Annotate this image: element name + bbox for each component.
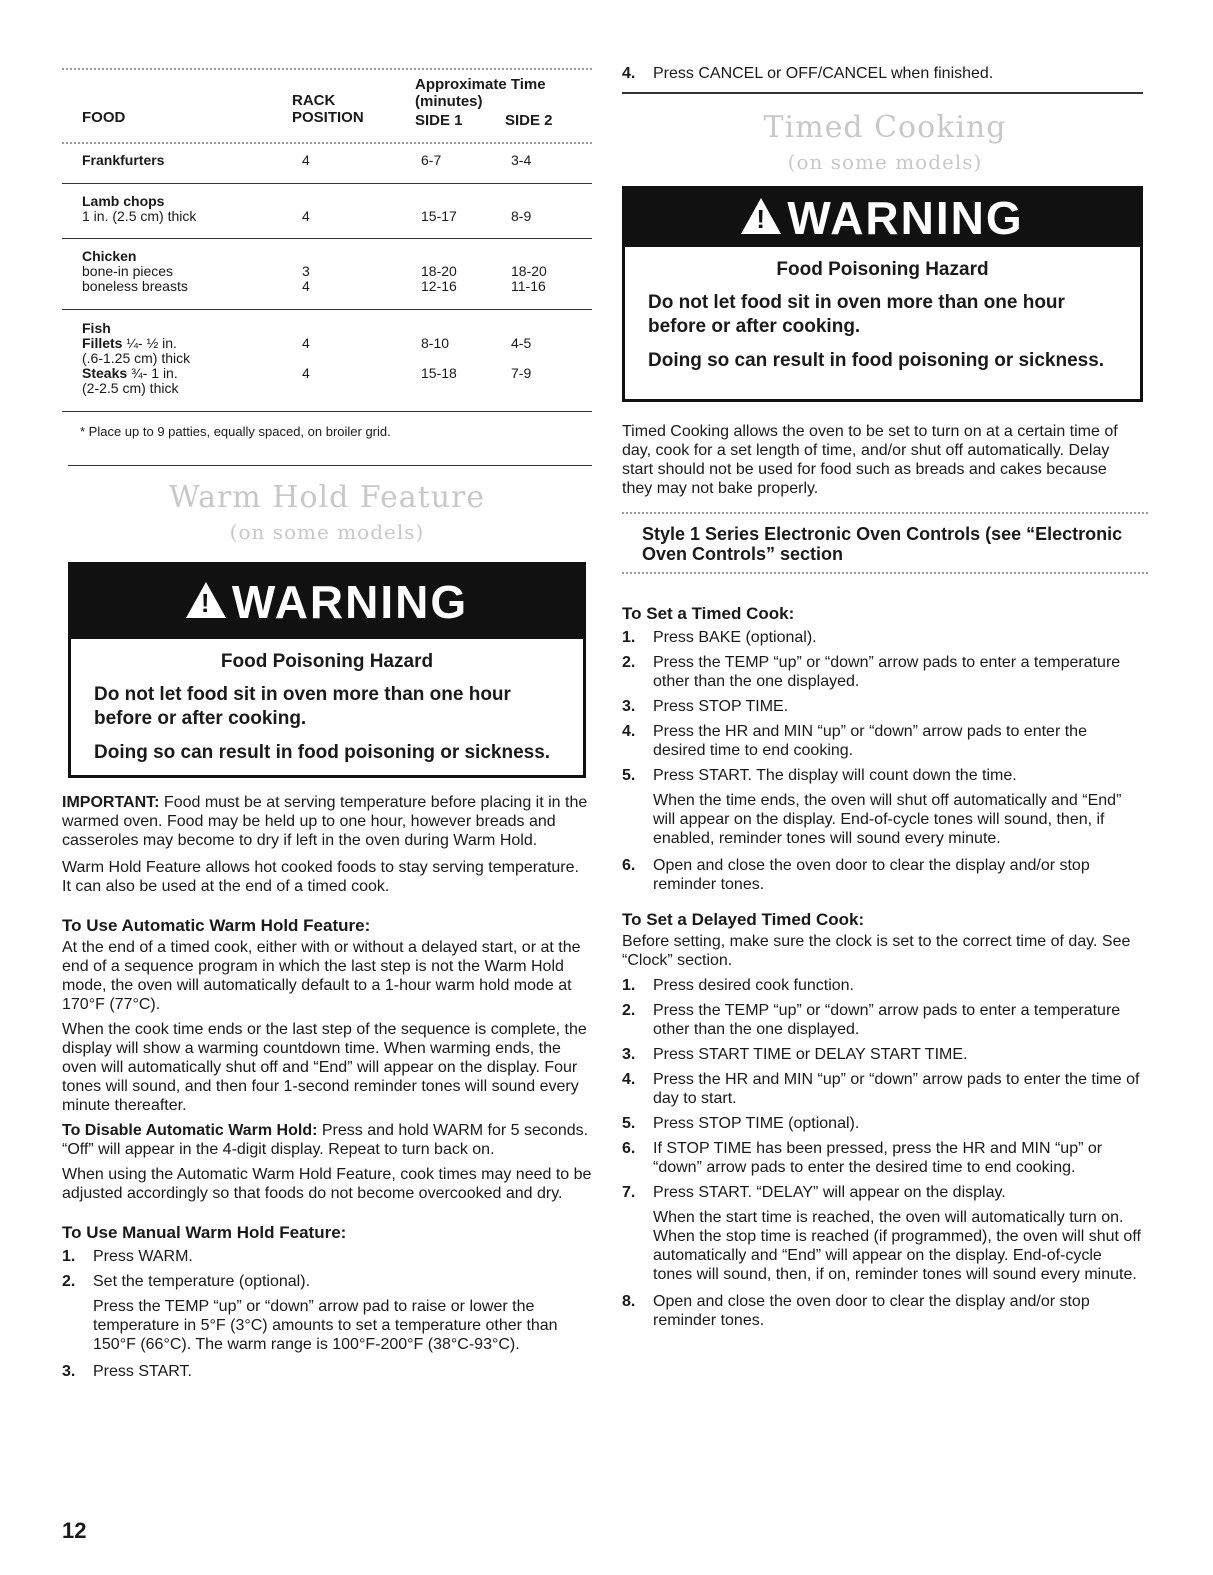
step-text: Press START. bbox=[93, 1363, 192, 1380]
step-number: 5. bbox=[622, 767, 636, 784]
header-side-1: SIDE 1 bbox=[415, 112, 463, 129]
list-item bbox=[622, 64, 1148, 83]
warm-hold-intro: Warm Hold Feature allows hot cooked foods to stay serving temperature. It can also be used at the end of a timed cook. bbox=[62, 859, 579, 895]
steaks-label: Steaks bbox=[82, 365, 128, 381]
header-rack-position: RACK POSITION bbox=[292, 92, 364, 126]
row-side-1: 18-20 12-16 bbox=[421, 263, 457, 294]
warning-hazard: Food Poisoning Hazard bbox=[776, 259, 989, 280]
list-item bbox=[622, 1139, 1142, 1177]
step-number: 1. bbox=[622, 977, 636, 994]
step-text: Press START. “DELAY” will appear on the display. bbox=[653, 1184, 1006, 1201]
warning-triangle-icon bbox=[186, 582, 226, 618]
important-paragraph bbox=[62, 793, 592, 850]
step-text: Press BAKE (optional). bbox=[653, 629, 817, 646]
warm-hold-subtitle: (on some models) bbox=[229, 520, 425, 544]
step-text: Press CANCEL or OFF/CANCEL when finished. bbox=[653, 65, 994, 82]
auto-warm-paragraph-3: When using the Automatic Warm Hold Feature, cook times may need to be adjusted accordingly so that foods do not become overcooked and dry. bbox=[62, 1166, 592, 1202]
list-item bbox=[622, 1001, 1142, 1039]
step-text: If STOP TIME has been pressed, press the HR and MIN “up” or “down” arrow pads to enter the desired time to end cooking. bbox=[653, 1140, 1103, 1176]
row-rack: 4 bbox=[302, 208, 310, 224]
step-text: Press the TEMP “up” or “down” arrow pads to enter a temperature other than the one displayed. bbox=[653, 654, 1121, 690]
table-footnote: * Place up to 9 patties, equally spaced, on broiler grid. bbox=[80, 424, 391, 439]
timed-cooking-title: Timed Cooking bbox=[763, 110, 1007, 145]
list-item bbox=[622, 722, 1142, 760]
row-food-cell bbox=[82, 321, 282, 396]
warning-line-1: Do not let food sit in oven more than one hour before or after cooking. bbox=[94, 684, 511, 729]
row-food-title: Fish bbox=[82, 320, 111, 336]
row-side-1: 8-10 15-18 bbox=[421, 335, 457, 381]
delayed-step-continuation: When the start time is reached, the oven will automatically turn on. When the stop time is reached (if programmed), the oven will shut off automatically and “End” will appear on the display. End-of-cycle tones will sound, then, if on, reminder tones will sound every minute. bbox=[653, 1209, 1141, 1283]
table-top-rule bbox=[62, 68, 592, 70]
warning-banner-text: WARNING bbox=[231, 576, 469, 628]
warning-line-1: Do not let food sit in oven more than one hour before or after cooking. bbox=[648, 292, 1065, 337]
list-item bbox=[622, 1070, 1142, 1108]
broil-table-header bbox=[62, 76, 592, 142]
step-text: Press STOP TIME (optional). bbox=[653, 1115, 860, 1132]
row-side-1: 6-7 bbox=[421, 152, 442, 168]
step-number: 1. bbox=[622, 629, 636, 646]
steaks-detail: ¾- 1 in. (2-2.5 cm) thick bbox=[82, 365, 179, 396]
list-item bbox=[622, 628, 1142, 647]
step-number: 1. bbox=[62, 1248, 76, 1265]
step-text: Press the TEMP “up” or “down” arrow pads to enter a temperature other than the one displayed. bbox=[653, 1002, 1121, 1038]
warning-triangle-icon bbox=[741, 198, 781, 234]
step-number: 4. bbox=[622, 65, 636, 82]
step-number: 5. bbox=[622, 1115, 636, 1132]
header-side-2: SIDE 2 bbox=[505, 112, 553, 129]
important-label: IMPORTANT: bbox=[62, 794, 160, 811]
list-item bbox=[622, 1045, 1142, 1064]
step-text: Press the HR and MIN “up” or “down” arrow pads to enter the desired time to end cooking. bbox=[653, 723, 1087, 759]
step-text: Press desired cook function. bbox=[653, 977, 854, 994]
warning-line-2: Doing so can result in food poisoning or sickness. bbox=[94, 742, 551, 763]
row-food-detail: bone-in pieces boneless breasts bbox=[82, 263, 188, 294]
step-text: Press the HR and MIN “up” or “down” arrow pads to enter the time of day to start. bbox=[653, 1071, 1140, 1107]
auto-warm-paragraph-1: At the end of a timed cook, either with or without a delayed start, or at the end of a sequence program in which the last step is not the Warm Hold mode, the oven will automatically default to a 1-hour warm hold mode at 170°F (77°C). bbox=[62, 939, 581, 1013]
step-text: Open and close the oven door to clear the display and/or stop reminder tones. bbox=[653, 1293, 1090, 1329]
step-number: 6. bbox=[622, 857, 636, 874]
list-item bbox=[62, 1272, 592, 1291]
step-number: 2. bbox=[62, 1273, 76, 1290]
delayed-intro: Before setting, make sure the clock is set to the correct time of day. See “Clock” section. bbox=[622, 933, 1131, 969]
timed-cooking-subtitle: (on some models) bbox=[787, 150, 983, 174]
step-number: 2. bbox=[622, 1002, 636, 1019]
list-item bbox=[622, 976, 1142, 995]
step-text: Press STOP TIME. bbox=[653, 698, 789, 715]
warning-box bbox=[68, 562, 586, 778]
step-number: 7. bbox=[622, 1184, 636, 1201]
previous-step bbox=[622, 64, 1148, 89]
header-food: FOOD bbox=[82, 109, 126, 126]
fillets-label: Fillets bbox=[82, 335, 123, 351]
table-row bbox=[62, 194, 592, 239]
auto-warm-paragraph-2: When the cook time ends or the last step of the sequence is complete, the display will show a warming countdown time. When warming ends, the oven will automatically shut off and “End” will appear on the display. Four tones will sound, and then four 1-second reminder tones will sound every minute thereafter. bbox=[62, 1021, 587, 1114]
list-item bbox=[622, 1292, 1142, 1330]
step-number: 8. bbox=[622, 1293, 636, 1310]
manual-warm-heading: To Use Manual Warm Hold Feature: bbox=[62, 1223, 347, 1242]
list-item bbox=[622, 697, 1142, 716]
step-text: Set the temperature (optional). bbox=[93, 1273, 311, 1290]
list-item bbox=[622, 1183, 1142, 1202]
step-number: 6. bbox=[622, 1140, 636, 1157]
table-row bbox=[62, 249, 592, 310]
step-text: Press START TIME or DELAY START TIME. bbox=[653, 1046, 968, 1063]
row-side-1: 15-17 bbox=[421, 208, 457, 224]
step-text: Press START. The display will count down the time. bbox=[653, 767, 1017, 784]
warm-hold-body bbox=[62, 793, 592, 1387]
step-number: 3. bbox=[622, 698, 636, 715]
row-food-title: Lamb chops bbox=[82, 193, 165, 209]
set-timed-steps bbox=[622, 628, 1142, 785]
disable-paragraph bbox=[62, 1121, 592, 1159]
table-row bbox=[62, 153, 592, 184]
list-item bbox=[622, 856, 1142, 894]
step-number: 3. bbox=[622, 1046, 636, 1063]
table-row bbox=[62, 321, 592, 412]
row-food-cell bbox=[82, 249, 282, 294]
section-divider bbox=[68, 465, 592, 466]
warning-line-2: Doing so can result in food poisoning or sickness. bbox=[648, 350, 1105, 371]
set-timed-steps-end bbox=[622, 856, 1142, 894]
row-food-title: Chicken bbox=[82, 248, 137, 264]
disable-label: To Disable Automatic Warm Hold: bbox=[62, 1122, 318, 1139]
warning-banner-text: WARNING bbox=[787, 192, 1024, 244]
warning-hazard: Food Poisoning Hazard bbox=[220, 651, 434, 672]
timed-cooking-intro: Timed Cooking allows the oven to be set to turn on at a certain time of day, cook for a set length of time, and/or shut off automatically. Delay start should not be used for food such as breads and cakes because they may not bake properly. bbox=[622, 423, 1118, 497]
list-item bbox=[622, 653, 1142, 691]
style-series-box bbox=[622, 512, 1148, 574]
row-rack: 4 bbox=[302, 152, 310, 168]
row-food-detail: 1 in. (2.5 cm) thick bbox=[82, 208, 197, 224]
set-step-continuation: When the time ends, the oven will shut off automatically and “End” will appear on the display. End-of-cycle tones will sound, then, if enabled, reminder tones will sound every minute. bbox=[653, 792, 1122, 847]
list-item bbox=[62, 1247, 592, 1266]
step-text: Open and close the oven door to clear the display and/or stop reminder tones. bbox=[653, 857, 1090, 893]
section-divider bbox=[622, 92, 1143, 94]
step-text: Press WARM. bbox=[93, 1248, 193, 1265]
warning-banner bbox=[625, 189, 1140, 247]
step-number: 2. bbox=[622, 654, 636, 671]
row-side-2: 4-5 7-9 bbox=[511, 335, 532, 381]
step-number: 4. bbox=[622, 1071, 636, 1088]
list-item bbox=[622, 1114, 1142, 1133]
warning-box bbox=[622, 186, 1143, 402]
row-food-cell bbox=[82, 194, 282, 224]
style-series-label: Style 1 Series Electronic Oven Controls (see “Electronic Oven Controls” section bbox=[642, 524, 1123, 564]
list-item bbox=[62, 1362, 592, 1381]
step-number: 3. bbox=[62, 1363, 76, 1380]
page-number: 12 bbox=[62, 1518, 87, 1543]
header-approx-time: Approximate Time (minutes) bbox=[415, 76, 546, 110]
timed-cook-body bbox=[622, 604, 1142, 1336]
delayed-timed-cook-heading: To Set a Delayed Timed Cook: bbox=[622, 910, 865, 929]
important-text: Food must be at serving temperature before placing it in the warmed oven. Food may be held up to one hour, however breads and casseroles may become to dry if left in the oven during Warm Hold. bbox=[62, 794, 588, 849]
disable-text: Press and hold WARM for 5 seconds. “Off” will appear in the 4-digit display. Repeat to turn back on. bbox=[62, 1122, 589, 1158]
row-rack: 4 4 bbox=[302, 335, 310, 381]
row-side-2: 8-9 bbox=[511, 208, 532, 224]
manual-step-continuation: Press the TEMP “up” or “down” arrow pad to raise or lower the temperature in 5°F (3°C) amounts to set a temperature other than 150°F (66°C). The warm range is 100°F-200°F (38°C-93°C). bbox=[93, 1298, 558, 1353]
manual-steps-end bbox=[62, 1362, 592, 1381]
fillets-line bbox=[82, 336, 282, 366]
row-side-2: 18-20 11-16 bbox=[511, 263, 547, 294]
fillets-detail: ¼- ½ in. (.6-1.25 cm) thick bbox=[82, 335, 191, 366]
steaks-line bbox=[82, 366, 282, 396]
manual-steps bbox=[62, 1247, 592, 1291]
row-side-2: 3-4 bbox=[511, 152, 532, 168]
warm-hold-title: Warm Hold Feature bbox=[168, 480, 486, 515]
delayed-steps bbox=[622, 976, 1142, 1202]
table-header-rule bbox=[62, 142, 592, 144]
auto-warm-heading: To Use Automatic Warm Hold Feature: bbox=[62, 916, 371, 935]
row-rack: 3 4 bbox=[302, 263, 310, 294]
list-item bbox=[622, 766, 1142, 785]
step-number: 4. bbox=[622, 723, 636, 740]
set-timed-cook-heading: To Set a Timed Cook: bbox=[622, 604, 795, 623]
warning-banner bbox=[71, 565, 583, 639]
row-food-title: Frankfurters bbox=[82, 152, 165, 168]
delayed-steps-end bbox=[622, 1292, 1142, 1330]
